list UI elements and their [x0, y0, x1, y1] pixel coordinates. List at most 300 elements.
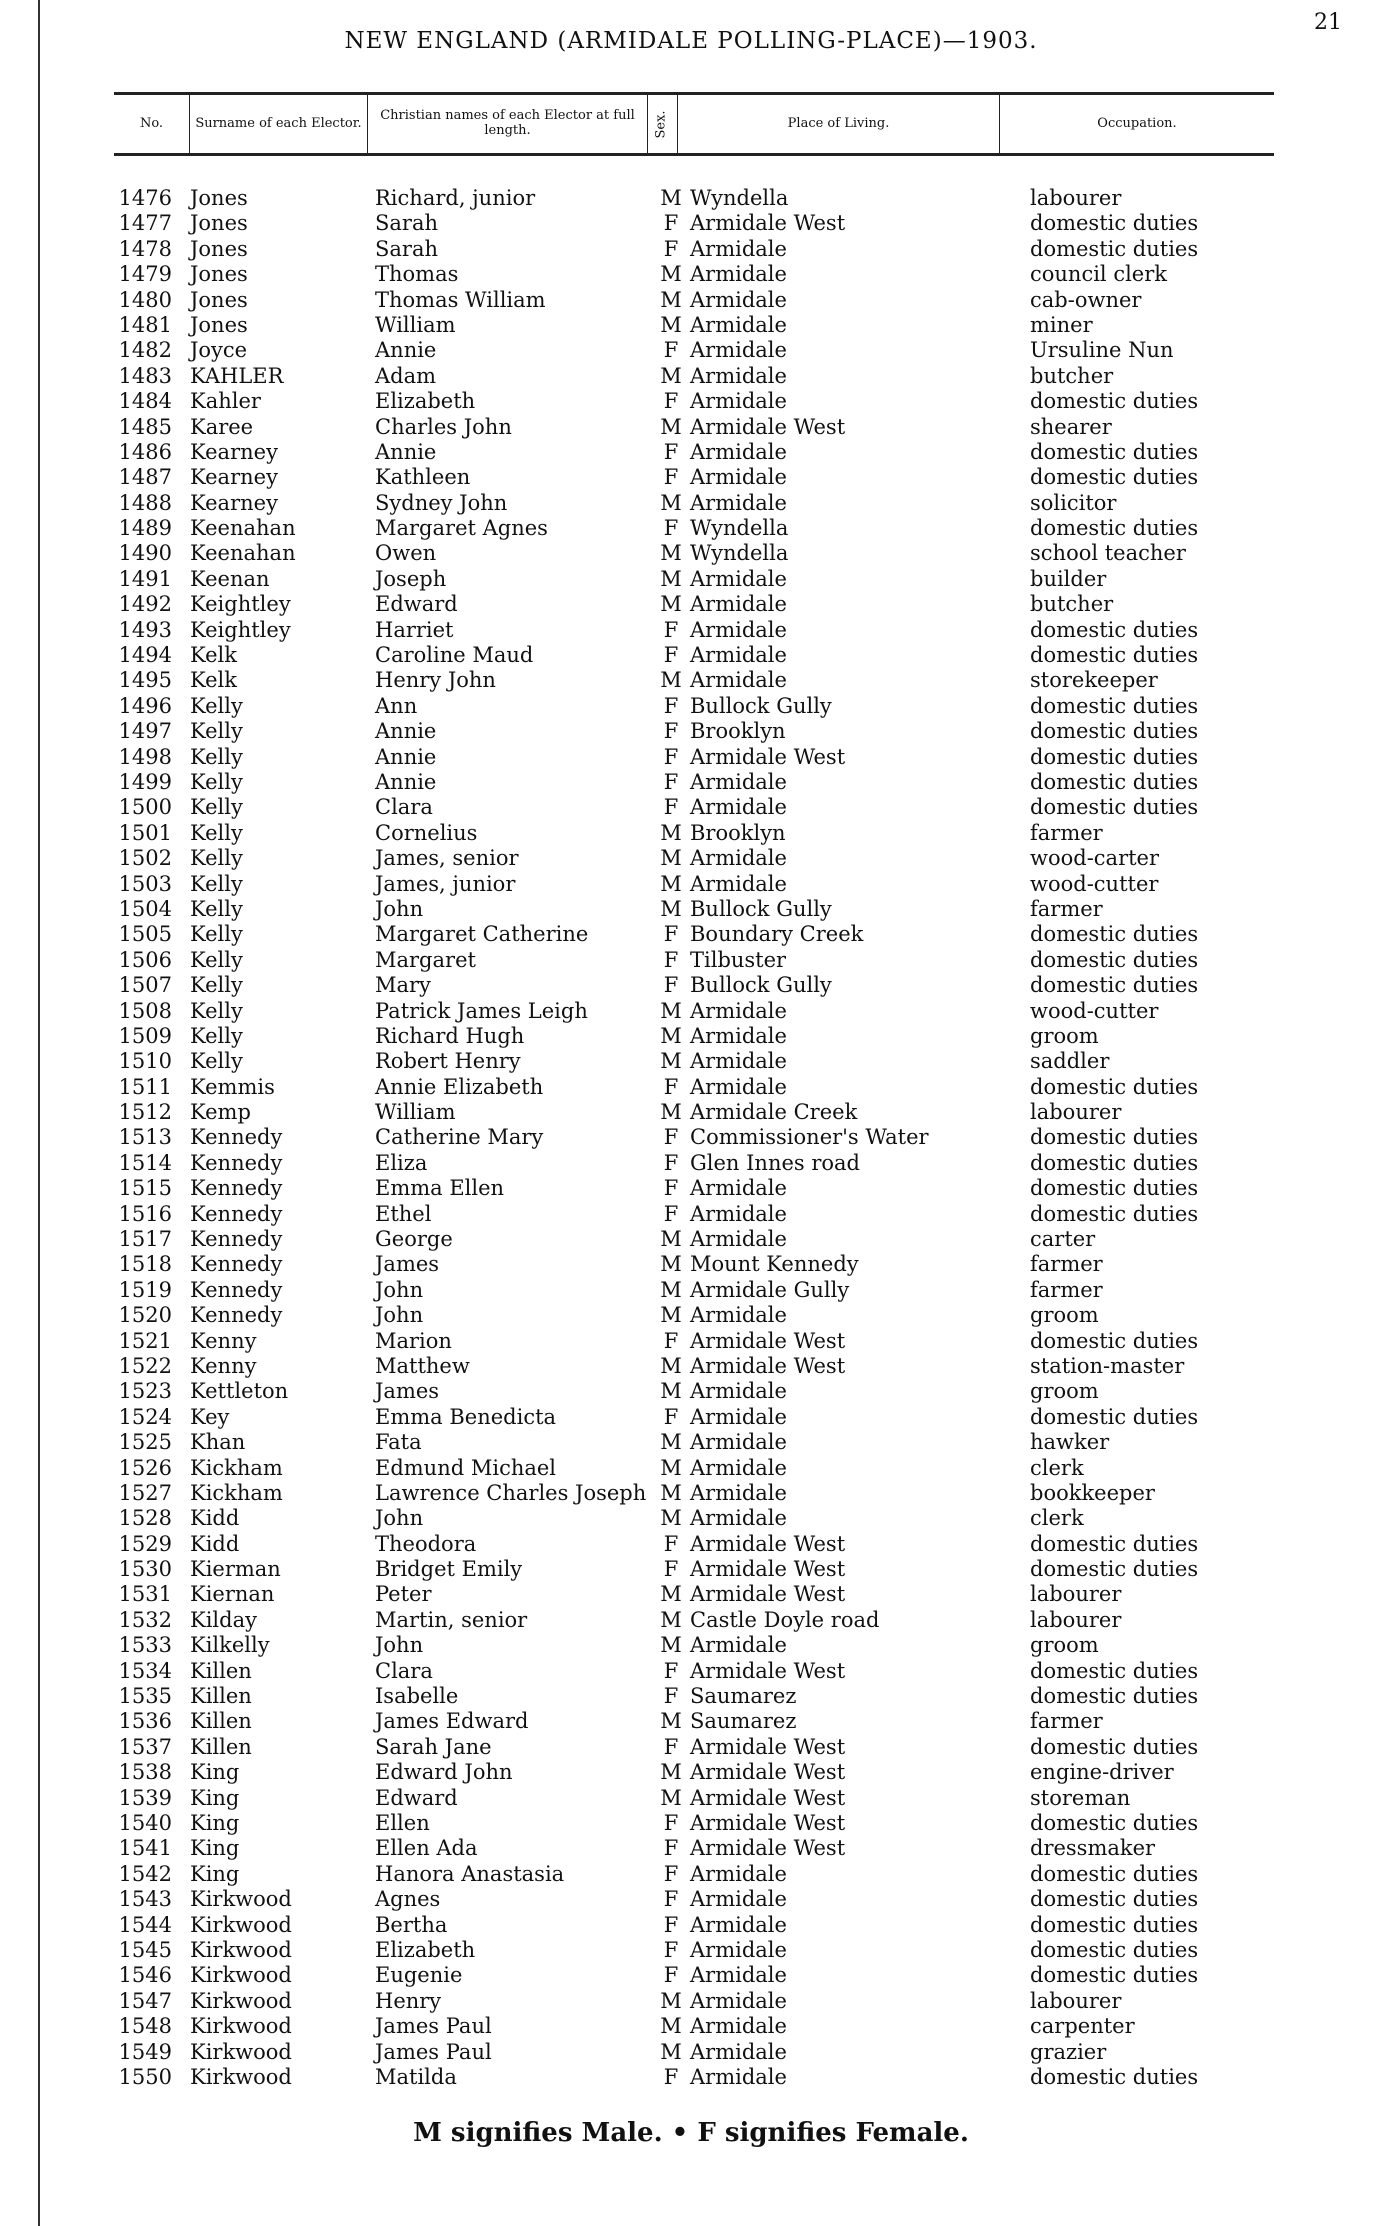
elector-surname: Kilday: [190, 1607, 257, 1632]
elector-number: 1530: [118, 1557, 172, 1582]
elector-number: 1494: [118, 643, 172, 668]
elector-surname: Kearney: [190, 490, 278, 515]
elector-occupation: domestic duties: [1030, 1557, 1199, 1582]
elector-place: Saumarez: [690, 1684, 797, 1709]
table-row: [0, 1887, 1382, 1912]
elector-place: Armidale West: [690, 1785, 846, 1810]
elector-sex: F: [663, 1557, 679, 1582]
table-row: [0, 1049, 1382, 1074]
elector-occupation: domestic duties: [1030, 1684, 1199, 1709]
elector-occupation: saddler: [1030, 1049, 1110, 1074]
elector-occupation: domestic duties: [1030, 922, 1199, 947]
elector-sex: F: [663, 1658, 679, 1683]
elector-place: Armidale: [690, 1176, 787, 1201]
elector-christian-names: Edward: [375, 1785, 458, 1810]
elector-number: 1512: [118, 1100, 172, 1125]
elector-sex: F: [663, 1531, 679, 1556]
elector-christian-names: Sarah: [375, 236, 438, 261]
table-row: [0, 618, 1382, 643]
elector-number: 1486: [118, 439, 172, 464]
table-row: [0, 1303, 1382, 1328]
table-row: [0, 1151, 1382, 1176]
elector-place: Armidale: [690, 389, 787, 414]
elector-place: Armidale West: [690, 744, 846, 769]
elector-number: 1539: [118, 1785, 172, 1810]
elector-christian-names: Annie: [375, 744, 437, 769]
table-row: [0, 1532, 1382, 1557]
elector-occupation: shearer: [1030, 414, 1112, 439]
table-row: [0, 1608, 1382, 1633]
elector-occupation: storeman: [1030, 1785, 1131, 1810]
elector-surname: Kirkwood: [190, 1887, 292, 1912]
elector-place: Glen Innes road: [690, 1150, 860, 1175]
header-sex: [648, 95, 678, 153]
elector-occupation: domestic duties: [1030, 1861, 1199, 1886]
elector-christian-names: George: [375, 1227, 453, 1252]
elector-place: Armidale: [690, 1861, 787, 1886]
table-row: [0, 795, 1382, 820]
elector-number: 1500: [118, 795, 172, 820]
table-row: [0, 1354, 1382, 1379]
elector-christian-names: Kathleen: [375, 465, 471, 490]
table-row: [0, 770, 1382, 795]
elector-christian-names: Thomas: [375, 262, 459, 287]
elector-place: Armidale: [690, 1303, 787, 1328]
elector-number: 1537: [118, 1734, 172, 1759]
elector-occupation: domestic duties: [1030, 947, 1199, 972]
table-row: [0, 1684, 1382, 1709]
table-row: [0, 1633, 1382, 1658]
elector-occupation: council clerk: [1030, 262, 1167, 287]
elector-number: 1511: [118, 1074, 172, 1099]
elector-number: 1521: [118, 1328, 172, 1353]
elector-occupation: domestic duties: [1030, 516, 1199, 541]
table-row: [0, 719, 1382, 744]
elector-surname: Kennedy: [190, 1303, 283, 1328]
elector-surname: King: [190, 1811, 240, 1835]
elector-sex: M: [660, 896, 682, 921]
elector-place: Armidale West: [690, 1531, 846, 1556]
header-occupation: Occupation.: [1097, 115, 1177, 131]
table-row: [0, 1430, 1382, 1455]
elector-occupation: groom: [1030, 1379, 1099, 1404]
elector-number: 1483: [118, 363, 172, 388]
elector-place: Armidale West: [690, 1353, 846, 1378]
elector-occupation: butcher: [1030, 363, 1114, 388]
elector-place: Armidale: [690, 1049, 787, 1074]
elector-place: Armidale: [690, 1937, 787, 1962]
elector-number: 1535: [118, 1684, 172, 1709]
elector-sex: M: [660, 1252, 682, 1277]
elector-place: Armidale: [690, 617, 787, 642]
elector-surname: Kirkwood: [190, 1988, 292, 2013]
elector-sex: M: [660, 262, 682, 287]
elector-number: 1492: [118, 592, 172, 617]
elector-place: Armidale: [690, 1379, 787, 1404]
elector-sex: M: [660, 820, 682, 845]
elector-christian-names: Eliza: [375, 1150, 428, 1175]
elector-christian-names: Clara: [375, 795, 433, 820]
elector-place: Armidale: [690, 490, 787, 515]
elector-christian-names: Margaret Catherine: [375, 922, 589, 947]
elector-christian-names: Agnes: [375, 1887, 441, 1912]
elector-surname: Keenahan: [190, 541, 296, 566]
elector-place: Mount Kennedy: [690, 1252, 859, 1277]
elector-christian-names: William: [375, 1100, 456, 1125]
page-title: NEW ENGLAND (ARMIDALE POLLING-PLACE)—1903.: [344, 28, 1038, 54]
elector-sex: F: [663, 1328, 679, 1353]
elector-place: Armidale: [690, 1633, 787, 1658]
elector-place: Armidale: [690, 795, 787, 820]
table-row: [0, 872, 1382, 897]
elector-occupation: wood-cutter: [1030, 871, 1159, 896]
elector-sex: F: [663, 1836, 679, 1861]
table-row: [0, 415, 1382, 440]
elector-christian-names: Bertha: [375, 1912, 448, 1937]
elector-number: 1488: [118, 490, 172, 515]
elector-surname: Karee: [190, 414, 254, 439]
table-row: [0, 1075, 1382, 1100]
elector-sex: M: [660, 1582, 682, 1607]
elector-number: 1502: [118, 846, 172, 871]
elector-place: Armidale West: [690, 1582, 846, 1607]
table-row: [0, 973, 1382, 998]
elector-occupation: domestic duties: [1030, 1201, 1199, 1226]
elector-number: 1548: [118, 2014, 172, 2039]
elector-occupation: domestic duties: [1030, 465, 1199, 490]
table-row: [0, 1786, 1382, 1811]
elector-christian-names: Ethel: [375, 1201, 432, 1226]
elector-sex: F: [663, 693, 679, 718]
elector-number: 1520: [118, 1303, 172, 1328]
elector-occupation: domestic duties: [1030, 973, 1199, 998]
elector-surname: Kelly: [190, 896, 243, 921]
elector-christian-names: James Paul: [375, 2039, 492, 2064]
elector-number: 1497: [118, 719, 172, 744]
header-sex-label: Sex.: [654, 109, 670, 139]
elector-place: Armidale: [690, 769, 787, 794]
elector-place: Armidale: [690, 1480, 787, 1505]
elector-number: 1533: [118, 1633, 172, 1658]
elector-place: Armidale: [690, 262, 787, 287]
table-row: [0, 1659, 1382, 1684]
table-row: [0, 694, 1382, 719]
table-row: [0, 1481, 1382, 1506]
elector-number: 1526: [118, 1455, 172, 1480]
elector-occupation: butcher: [1030, 592, 1114, 617]
elector-place: Armidale: [690, 1201, 787, 1226]
elector-christian-names: Cornelius: [375, 820, 478, 845]
elector-sex: F: [663, 769, 679, 794]
elector-occupation: farmer: [1030, 896, 1103, 921]
table-row: [0, 643, 1382, 668]
elector-sex: M: [660, 186, 682, 210]
elector-christian-names: John: [375, 1506, 424, 1531]
elector-surname: Khan: [190, 1430, 246, 1455]
elector-surname: Jones: [190, 211, 248, 236]
elector-number: 1515: [118, 1176, 172, 1201]
elector-place: Armidale: [690, 1988, 787, 2013]
elector-christian-names: Robert Henry: [375, 1049, 521, 1074]
elector-christian-names: James, junior: [375, 871, 516, 896]
elector-sex: M: [660, 1303, 682, 1328]
elector-place: Wyndella: [690, 186, 789, 210]
table-row: [0, 1557, 1382, 1582]
elector-christian-names: Matilda: [375, 2064, 457, 2089]
elector-sex: F: [663, 1861, 679, 1886]
elector-occupation: hawker: [1030, 1430, 1110, 1455]
elector-sex: F: [663, 1404, 679, 1429]
elector-occupation: cab-owner: [1030, 287, 1142, 312]
elector-place: Armidale: [690, 1887, 787, 1912]
elector-surname: Kenny: [190, 1328, 257, 1353]
elector-number: 1498: [118, 744, 172, 769]
table-row: [0, 2040, 1382, 2065]
elector-sex: M: [660, 1607, 682, 1632]
table-row: [0, 211, 1382, 236]
elector-sex: M: [660, 2014, 682, 2039]
elector-christian-names: Annie Elizabeth: [375, 1074, 544, 1099]
elector-occupation: storekeeper: [1030, 668, 1158, 693]
elector-number: 1528: [118, 1506, 172, 1531]
elector-occupation: domestic duties: [1030, 1937, 1199, 1962]
elector-occupation: domestic duties: [1030, 719, 1199, 744]
elector-sex: M: [660, 1506, 682, 1531]
elector-sex: F: [663, 2064, 679, 2089]
table-row: [0, 1963, 1382, 1988]
elector-occupation: domestic duties: [1030, 744, 1199, 769]
elector-occupation: domestic duties: [1030, 1150, 1199, 1175]
elector-christian-names: John: [375, 896, 424, 921]
elector-surname: KAHLER: [190, 363, 284, 388]
elector-occupation: carter: [1030, 1227, 1096, 1252]
header-christian-names: Christian names of each Elector at full length.: [368, 95, 648, 153]
elector-sex: F: [663, 719, 679, 744]
elector-occupation: domestic duties: [1030, 795, 1199, 820]
elector-number: 1514: [118, 1150, 172, 1175]
elector-sex: M: [660, 1455, 682, 1480]
elector-number: 1495: [118, 668, 172, 693]
elector-sex: F: [663, 1074, 679, 1099]
elector-occupation: farmer: [1030, 820, 1103, 845]
elector-surname: Killen: [190, 1684, 252, 1709]
elector-place: Armidale: [690, 871, 787, 896]
elector-christian-names: Sydney John: [375, 490, 508, 515]
table-row: [0, 389, 1382, 414]
table-row: [0, 262, 1382, 287]
elector-christian-names: James: [375, 1252, 440, 1277]
elector-occupation: station-master: [1030, 1353, 1185, 1378]
elector-christian-names: James: [375, 1379, 440, 1404]
table-row: [0, 1913, 1382, 1938]
elector-occupation: labourer: [1030, 1988, 1122, 2013]
elector-sex: M: [660, 2039, 682, 2064]
elector-place: Commissioner's Water: [690, 1125, 929, 1150]
elector-surname: Kelly: [190, 820, 243, 845]
elector-sex: M: [660, 871, 682, 896]
elector-occupation: domestic duties: [1030, 2064, 1199, 2089]
elector-number: 1524: [118, 1404, 172, 1429]
elector-place: Armidale: [690, 592, 787, 617]
elector-surname: Jones: [190, 262, 248, 287]
table-row: [0, 465, 1382, 490]
table-row: [0, 1760, 1382, 1785]
elector-number: 1543: [118, 1887, 172, 1912]
elector-number: 1536: [118, 1709, 172, 1734]
elector-christian-names: Caroline Maud: [375, 643, 534, 668]
elector-number: 1525: [118, 1430, 172, 1455]
elector-place: Armidale: [690, 1404, 787, 1429]
elector-christian-names: Clara: [375, 1658, 433, 1683]
elector-sex: F: [663, 516, 679, 541]
elector-sex: F: [663, 211, 679, 236]
elector-surname: Kennedy: [190, 1277, 283, 1302]
elector-christian-names: Annie: [375, 769, 437, 794]
elector-number: 1509: [118, 1023, 172, 1048]
elector-occupation: groom: [1030, 1633, 1099, 1658]
elector-christian-names: Edward: [375, 592, 458, 617]
header-place-of-living: Place of Living.: [678, 95, 1000, 153]
elector-place: Wyndella: [690, 516, 789, 541]
elector-occupation: clerk: [1030, 1455, 1084, 1480]
elector-surname: Kelly: [190, 693, 243, 718]
elector-surname: Kelly: [190, 871, 243, 896]
elector-sex: M: [660, 1353, 682, 1378]
elector-occupation: domestic duties: [1030, 236, 1199, 261]
elector-number: 1485: [118, 414, 172, 439]
elector-occupation: farmer: [1030, 1252, 1103, 1277]
elector-surname: Killen: [190, 1709, 252, 1734]
elector-number: 1540: [118, 1811, 172, 1835]
elector-sex: F: [663, 338, 679, 363]
elector-christian-names: Edward John: [375, 1760, 513, 1785]
elector-surname: Kidd: [190, 1506, 240, 1531]
elector-sex: M: [660, 490, 682, 515]
elector-surname: Kelly: [190, 998, 243, 1023]
elector-number: 1505: [118, 922, 172, 947]
elector-number: 1503: [118, 871, 172, 896]
elector-sex: M: [660, 363, 682, 388]
table-row: [0, 567, 1382, 592]
elector-surname: Keightley: [190, 592, 291, 617]
elector-place: Armidale West: [690, 1734, 846, 1759]
elector-number: 1517: [118, 1227, 172, 1252]
elector-surname: Kemmis: [190, 1074, 275, 1099]
elector-surname: Kelly: [190, 769, 243, 794]
elector-place: Armidale West: [690, 1328, 846, 1353]
elector-sex: F: [663, 922, 679, 947]
elector-occupation: farmer: [1030, 1277, 1103, 1302]
elector-place: Armidale: [690, 1227, 787, 1252]
elector-number: 1541: [118, 1836, 172, 1861]
elector-occupation: domestic duties: [1030, 617, 1199, 642]
elector-occupation: domestic duties: [1030, 1887, 1199, 1912]
elector-christian-names: Richard Hugh: [375, 1023, 525, 1048]
table-row: [0, 897, 1382, 922]
elector-christian-names: Hanora Anastasia: [375, 1861, 565, 1886]
elector-sex: M: [660, 1785, 682, 1810]
elector-occupation: domestic duties: [1030, 211, 1199, 236]
elector-christian-names: Charles John: [375, 414, 512, 439]
elector-place: Tilbuster: [690, 947, 787, 972]
elector-place: Armidale West: [690, 1557, 846, 1582]
elector-number: 1482: [118, 338, 172, 363]
table-row: [0, 313, 1382, 338]
elector-number: 1513: [118, 1125, 172, 1150]
elector-christian-names: Catherine Mary: [375, 1125, 544, 1150]
elector-number: 1499: [118, 769, 172, 794]
elector-number: 1508: [118, 998, 172, 1023]
elector-occupation: miner: [1030, 312, 1093, 337]
elector-number: 1531: [118, 1582, 172, 1607]
elector-number: 1501: [118, 820, 172, 845]
elector-surname: King: [190, 1861, 240, 1886]
elector-sex: M: [660, 1760, 682, 1785]
elector-number: 1546: [118, 1963, 172, 1988]
elector-place: Castle Doyle road: [690, 1607, 880, 1632]
elector-surname: Kickham: [190, 1455, 283, 1480]
elector-christian-names: Isabelle: [375, 1684, 459, 1709]
table-row: [0, 1125, 1382, 1150]
elector-place: Armidale: [690, 1912, 787, 1937]
elector-surname: Keenan: [190, 566, 270, 591]
table-row: [0, 922, 1382, 947]
elector-occupation: groom: [1030, 1023, 1099, 1048]
table-row: [0, 846, 1382, 871]
table-row: [0, 745, 1382, 770]
elector-christian-names: Ellen Ada: [375, 1836, 478, 1861]
elector-surname: Kelly: [190, 744, 243, 769]
elector-occupation: domestic duties: [1030, 1404, 1199, 1429]
elector-occupation: domestic duties: [1030, 1912, 1199, 1937]
elector-sex: F: [663, 643, 679, 668]
elector-surname: King: [190, 1836, 240, 1861]
table-row: [0, 1329, 1382, 1354]
elector-place: Armidale Creek: [690, 1100, 858, 1125]
elector-place: Armidale: [690, 312, 787, 337]
elector-number: 1544: [118, 1912, 172, 1937]
elector-sex: F: [663, 1811, 679, 1835]
elector-place: Armidale: [690, 1023, 787, 1048]
elector-sex: M: [660, 1100, 682, 1125]
table-row: [0, 237, 1382, 262]
table-row: [0, 1506, 1382, 1531]
elector-occupation: domestic duties: [1030, 389, 1199, 414]
elector-christian-names: Harriet: [375, 617, 454, 642]
elector-surname: Kelly: [190, 973, 243, 998]
elector-number: 1529: [118, 1531, 172, 1556]
elector-occupation: school teacher: [1030, 541, 1186, 566]
table-row: [0, 1379, 1382, 1404]
elector-christian-names: Bridget Emily: [375, 1557, 523, 1582]
elector-christian-names: Edmund Michael: [375, 1455, 557, 1480]
elector-place: Armidale West: [690, 414, 846, 439]
elector-surname: King: [190, 1785, 240, 1810]
elector-place: Armidale: [690, 439, 787, 464]
elector-place: Armidale Gully: [690, 1277, 850, 1302]
elector-place: Wyndella: [690, 541, 789, 566]
footer-note: M signifies Male. • F signifies Female.: [413, 2118, 969, 2148]
table-row: [0, 541, 1382, 566]
elector-place: Armidale West: [690, 1811, 846, 1835]
elector-surname: Killen: [190, 1658, 252, 1683]
elector-surname: Kearney: [190, 439, 278, 464]
elector-occupation: domestic duties: [1030, 439, 1199, 464]
elector-sex: F: [663, 465, 679, 490]
elector-occupation: labourer: [1030, 186, 1122, 210]
elector-surname: Kelk: [190, 643, 237, 668]
table-row: [0, 999, 1382, 1024]
